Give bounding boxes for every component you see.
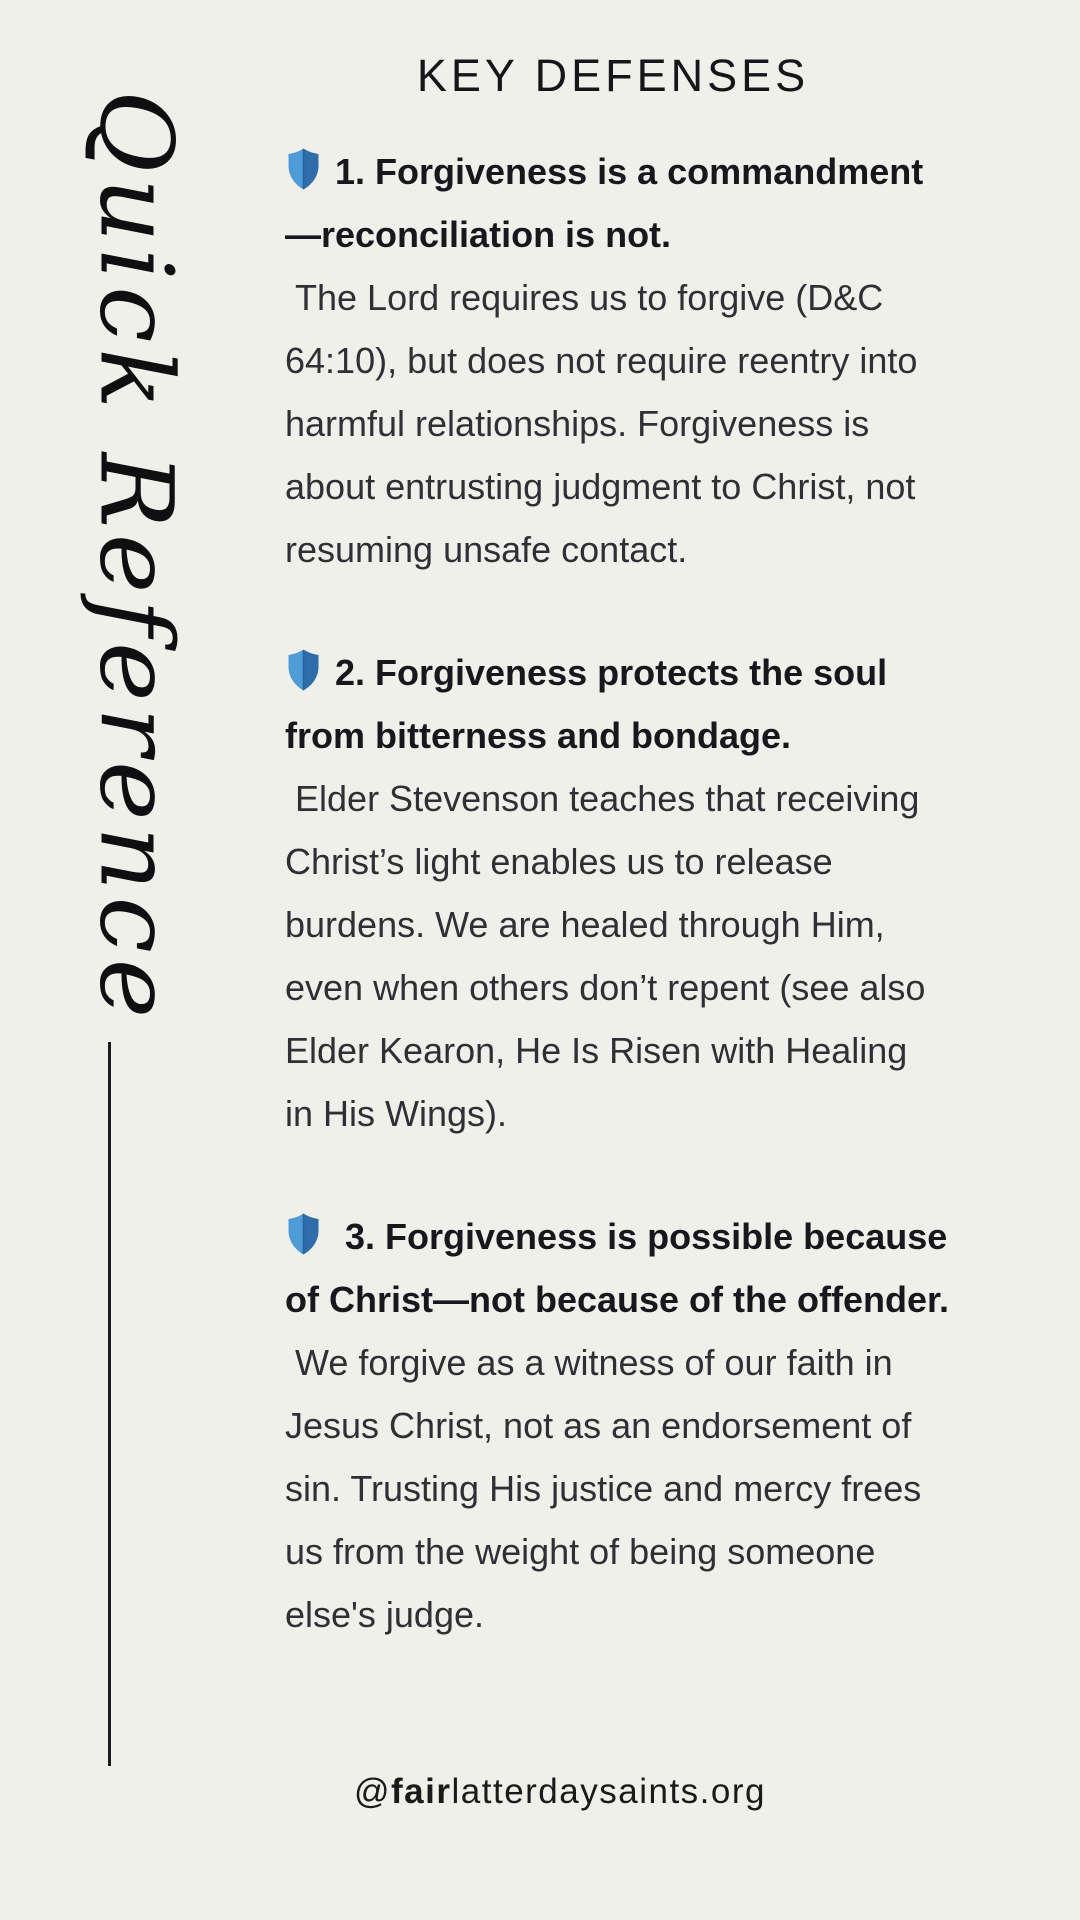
vertical-divider bbox=[108, 1042, 111, 1766]
defense-item-1 bbox=[285, 140, 1080, 581]
footer-handle-rest: latterdaysaints.org bbox=[451, 1772, 766, 1811]
defense-body-3: We forgive as a witness of our faith in Jesus Christ, not as an endorsement of sin. Trusting His justice and mercy frees us from the weight of being someone else's judge. bbox=[285, 1342, 922, 1635]
shield-right-half bbox=[304, 1214, 319, 1255]
footer-at-symbol: @ bbox=[354, 1772, 392, 1811]
side-label-script: Quick Reference bbox=[77, 90, 195, 1024]
shield-left-half bbox=[289, 149, 304, 190]
page-title: KEY DEFENSES bbox=[416, 50, 810, 101]
defense-heading-2 bbox=[285, 641, 1080, 767]
shield-left-half bbox=[289, 1214, 304, 1255]
defense-list bbox=[285, 140, 1080, 1646]
defense-body-1: The Lord requires us to forgive (D&C 64:10), but does not require reentry into harmful relationships. Forgiveness is about entrusting judgment to Christ, not resuming unsafe contact. bbox=[285, 277, 918, 570]
shield-icon bbox=[285, 147, 322, 191]
defense-body-2: Elder Stevenson teaches that receiving Christ’s light enables us to release burdens. We are healed through Him, even when others don’t repent (see also Elder Kearon, He Is Risen with Healing in His Wings). bbox=[285, 778, 926, 1134]
shield-icon bbox=[285, 648, 322, 692]
shield-right-half bbox=[304, 149, 319, 190]
footer-handle bbox=[0, 1772, 1080, 1812]
defense-heading-text: 3. Forgiveness is possible because of Christ—not because of the offender. bbox=[285, 1216, 950, 1320]
shield-icon bbox=[285, 1212, 322, 1256]
defense-heading-text: 1. Forgiveness is a commandment —reconciliation is not. bbox=[285, 151, 924, 255]
defense-heading-1 bbox=[285, 140, 1080, 266]
shield-left-half bbox=[289, 650, 304, 691]
shield-right-half bbox=[304, 650, 319, 691]
defense-heading-text: 2. Forgiveness protects the soul from bitterness and bondage. bbox=[285, 652, 888, 756]
defense-item-2 bbox=[285, 641, 1080, 1145]
defense-item-3 bbox=[285, 1205, 1080, 1646]
footer-handle-bold: fair bbox=[391, 1772, 452, 1811]
defense-heading-3 bbox=[285, 1205, 1080, 1331]
